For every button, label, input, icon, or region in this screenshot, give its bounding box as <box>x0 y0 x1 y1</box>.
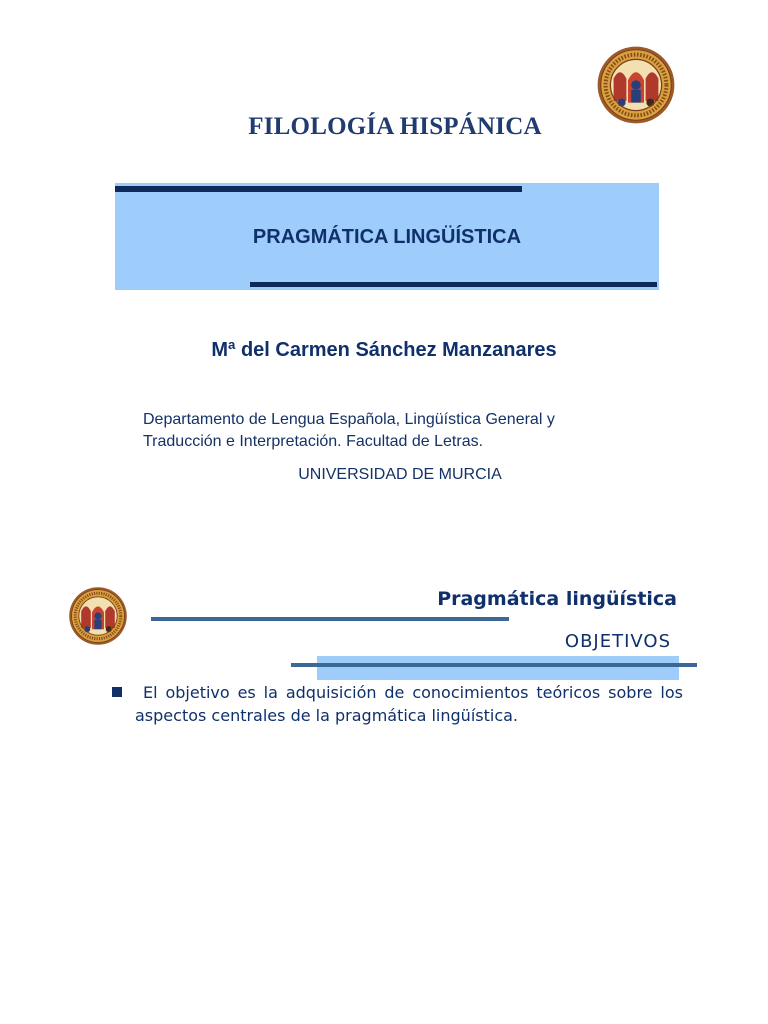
square-bullet-icon <box>112 687 122 697</box>
section-rule-top <box>151 617 509 621</box>
course-title: PRAGMÁTICA LINGÜÍSTICA <box>252 226 522 248</box>
department-line-1: Departamento de Lengua Española, Lingüística General y <box>143 411 555 428</box>
banner-rule-top <box>115 186 522 192</box>
department-affiliation <box>143 409 663 453</box>
university-name: UNIVERSIDAD DE MURCIA <box>298 466 502 483</box>
banner-rule-bottom <box>250 282 657 287</box>
objetivos-heading: OBJETIVOS <box>564 631 671 652</box>
objective-bullet-text: El objetivo es la adquisición de conocimientos teóricos sobre los aspectos centrales de la pragmática lingüística. <box>135 683 683 725</box>
section-rule-bottom <box>291 663 697 667</box>
university-seal-small-logo <box>68 586 128 646</box>
section-title: Pragmática lingüística <box>437 588 677 610</box>
document-title: FILOLOGÍA HISPÁNICA <box>248 113 542 140</box>
author-name: Mª del Carmen Sánchez Manzanares <box>211 339 557 361</box>
department-line-2: Traducción e Interpretación. Facultad de Letras. <box>143 433 484 450</box>
objetivos-highlight <box>317 656 679 680</box>
